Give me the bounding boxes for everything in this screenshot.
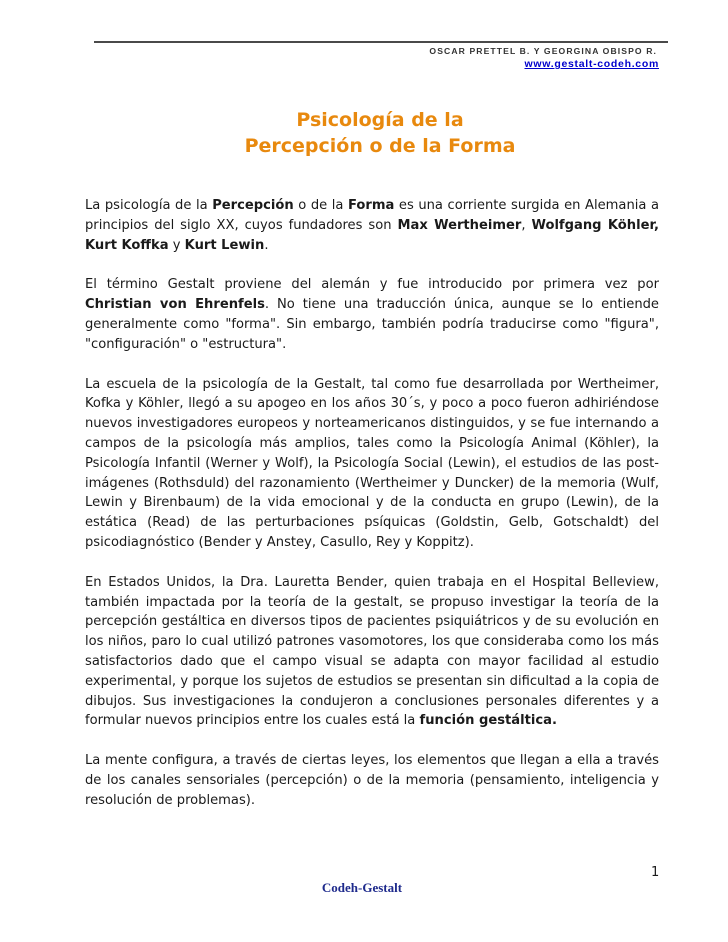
bold-term: función gestáltica. — [419, 713, 557, 729]
document-body — [85, 196, 659, 831]
bold-term: Christian von Ehrenfels — [85, 297, 265, 313]
text-run: El término Gestalt proviene del alemán y fue introducido por primera vez por — [85, 277, 659, 293]
text-run: La escuela de la psicología de la Gestalt, tal como fue desarrollada por Wertheimer, Kofka y Köhler, llegó a su apogeo en los años 30´s, y poco a poco fueron adhiriéndose nuevos investigadores europeos y norteamericanos distinguidos, y se fue internando a campos de la psicología más amplios, tales como la Psicología Animal (Köhler), la Psicología Infantil (Werner y Wolf), la Psicología Social (Lewin), el estudios de las post-imágenes (Rothsduld) del razonamiento (Wertheimer y Duncker) de la memoria (Wulf, Lewin y Birenbaum) de la vida emocional y de la conducta en grupo (Lewin), de la estática (Read) de las perturbaciones psíquicas (Goldstin, Gelb, Gotschaldt) del psicodiagnóstico (Bender y Anstey, Casullo, Rey y Koppitz). — [85, 376, 659, 550]
body-paragraph — [85, 573, 659, 731]
header-rule — [94, 41, 668, 43]
bold-term: Forma — [347, 198, 395, 213]
bold-term: Wolfgang Köhler, Kurt Koffka — [85, 217, 659, 253]
body-paragraph — [85, 375, 659, 553]
text-run: En Estados Unidos, la Dra. Lauretta Bender, quien trabaja en el Hospital Belleview, también impactada por la teoría de la gestalt, se propuso investigar la teoría de la percepción gestáltica en diversos tipos de pacientes psiquiátricos y de su evolución en los niños, paro lo cual utilizó patrones vasomotores, los que consideraba como los más satisfactorios dado que el campo visual se adapta con mayor facilidad al estudio experimental, y porque los sujetos de estudios se presentan sin dificultad a la copia de dibujos. Sus investigaciones la condujeron a conclusiones personales diferentes y a formular nuevos principios entre los cuales está la — [85, 574, 659, 729]
body-paragraph — [85, 196, 659, 255]
body-paragraph — [85, 275, 659, 354]
footer-label: Codeh-Gestalt — [321, 880, 403, 895]
header-url-link[interactable]: www.gestalt-codeh.com — [524, 58, 659, 70]
bold-term: Percepción — [212, 198, 294, 213]
document-title-line-1: Psicología de la — [296, 109, 464, 131]
document-title-line-2: Percepción o de la Forma — [244, 135, 516, 157]
text-run: La mente configura, a través de ciertas leyes, los elementos que llegan a ella a través de los canales sensoriales (percepción) o de la memoria (pensamiento, inteligencia y resolución de problemas). — [85, 753, 659, 808]
text-run: . — [264, 237, 269, 253]
text-run: La psicología de la — [85, 198, 213, 213]
header-authors: OSCAR PRETTEL B. Y GEORGINA OBISPO R. — [429, 46, 657, 56]
text-run: es una corriente surgida en Alemania a principios del siglo XX, cuyos fundadores son — [85, 198, 659, 233]
body-paragraph — [85, 751, 659, 810]
text-run: o de la — [293, 198, 348, 213]
text-run: y — [168, 237, 185, 253]
page-number: 1 — [651, 865, 660, 880]
bold-term: Kurt Lewin — [184, 237, 265, 253]
text-run: . No tiene una traducción única, aunque se lo entiende generalmente como "forma". Sin embargo, también podría traducirse como "figura", "configuración" o "estructura". — [85, 297, 659, 352]
text-run: , — [521, 217, 532, 233]
bold-term: Max Wertheimer — [397, 217, 522, 233]
footer — [0, 880, 728, 896]
